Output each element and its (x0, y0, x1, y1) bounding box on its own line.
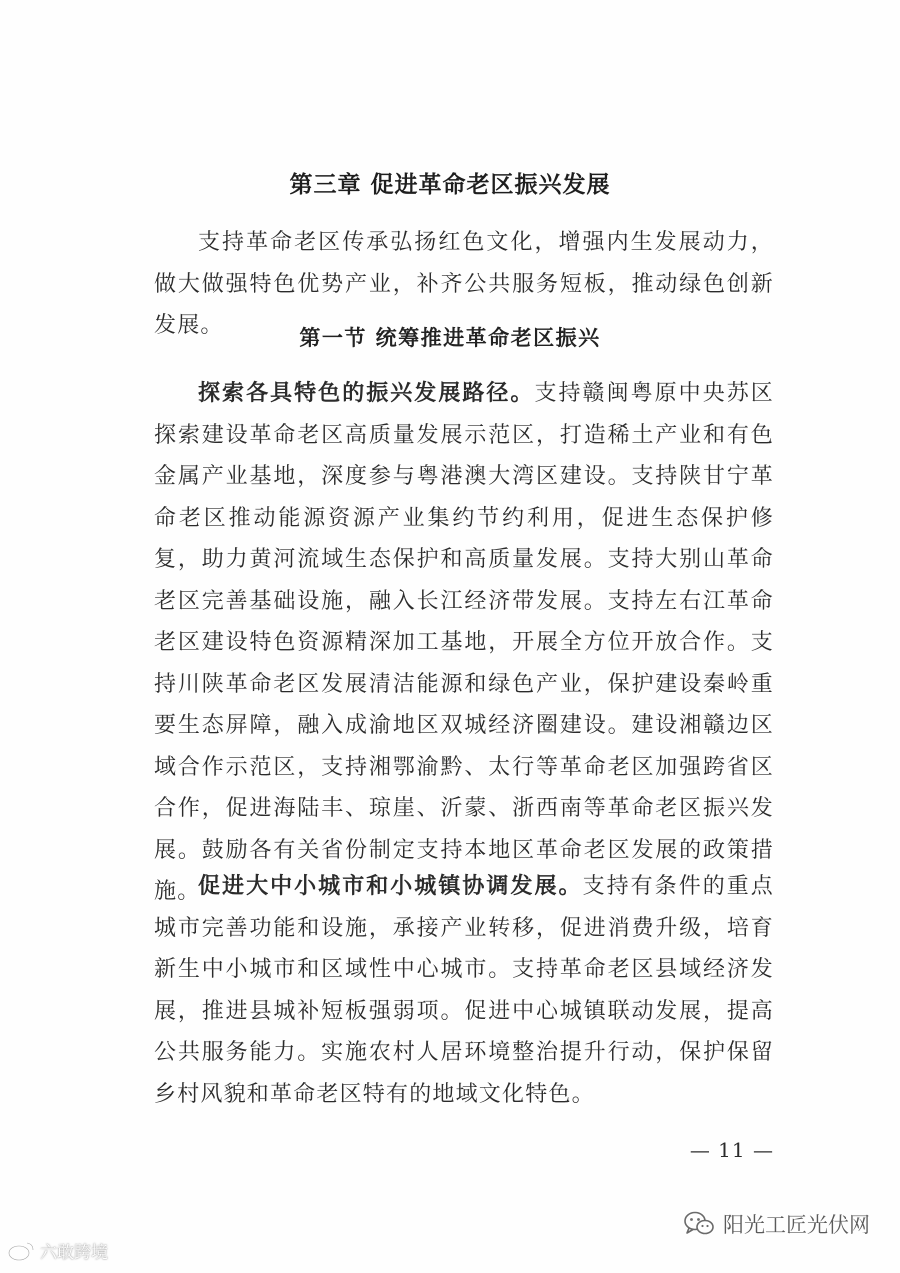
paragraph-text: 支持有条件的重点城市完善功能和设施，承接产业转移，促进消费升级，培育新生中小城市和区域性中心城市。支持革命老区县域经济发展，推进县城补短板强弱项。促进中心城镇联动发展，提高公共服务能力。实施农村人居环境整治提升行动，保护保留乡村风貌和革命老区特有的地域文化特色。 (154, 874, 775, 1107)
watermark-right (683, 1209, 870, 1239)
watermark-right-text: 阳光工匠光伏网 (723, 1213, 870, 1237)
intro-paragraph: 支持革命老区传承弘扬红色文化，增强内生发展动力，做大做强特色优势产业，补齐公共服务短板，推动绿色创新发展。 (154, 230, 774, 338)
page-number: — 11 — (689, 1138, 774, 1162)
section-title: 第一节 统筹推进革命老区振兴 (299, 326, 601, 350)
paragraph-text: 支持赣闽粤原中央苏区探索建设革命老区高质量发展示范区，打造稀土产业和有色金属产业基地，深度参与粤港澳大湾区建设。支持陕甘宁革命老区推动能源资源产业集约节约利用，促进生态保护修复，助力黄河流域生态保护和高质量发展。支持大别山革命老区完善基础设施，融入长江经济带发展。支持左右江革命老区建设特色资源精深加工基地，开展全方位开放合作。支持川陕革命老区发展清洁能源和绿色产业，保护建设秦岭重要生态屏障，融入成渝地区双城经济圈建设。建设湘赣边区域合作示范区，支持湘鄂渝黔、太行等革命老区加强跨省区合作，促进海陆丰、琼崖、沂蒙、浙西南等革命老区振兴发展。鼓励各有关省份制定支持本地区革命老区发展的政策措施。 (154, 381, 774, 904)
watermark-left-text: 六敢跨境 (40, 1243, 108, 1263)
paragraph-city-coordination (154, 866, 774, 1115)
wechat-icon (683, 1210, 715, 1238)
paragraph-rural-revitalization-paths (154, 373, 774, 913)
weibo-icon (6, 1240, 36, 1262)
chapter-title: 第三章 促进革命老区振兴发展 (289, 172, 611, 198)
paragraph-lead: 探索各具特色的振兴发展路径。 (198, 381, 535, 406)
watermark-left (6, 1238, 108, 1263)
paragraph-lead: 促进大中小城市和小城镇协调发展。 (198, 874, 583, 899)
